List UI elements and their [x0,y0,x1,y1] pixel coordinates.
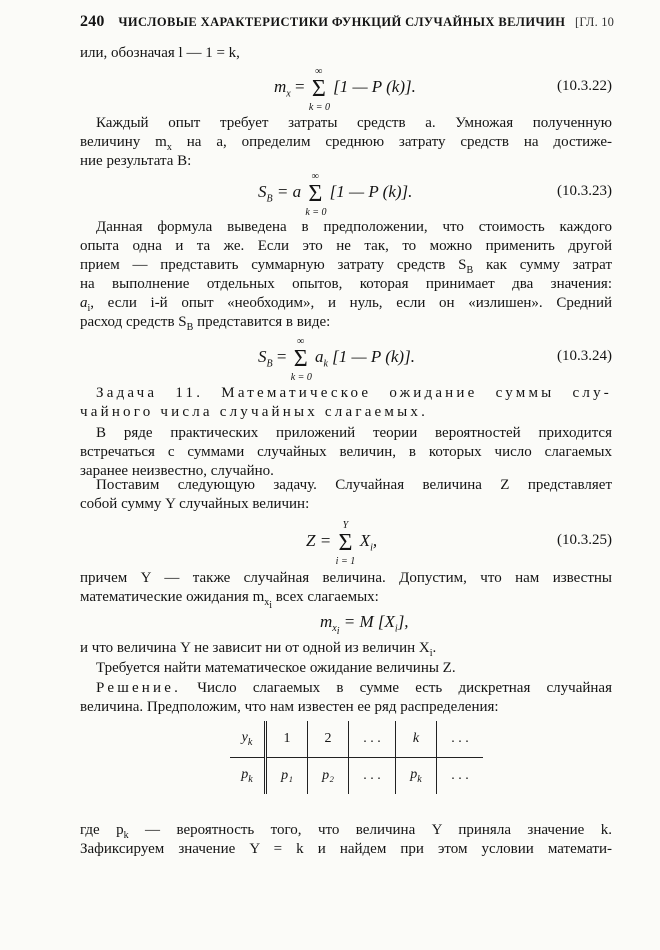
table-cell: $p_k$ [396,758,437,795]
text-line: заранее неизвестно, случайно. [80,463,274,479]
text-line: встречаться с суммами случайных величин, в которых число слагаемых [80,444,612,460]
table-cell: 1 [266,721,308,758]
text-line: В ряде практических приложений теории вероятностей приходится [96,425,612,441]
sum-operator: ∞ Σ k = 0 [290,336,312,383]
text-line: $a_i$, если i-й опыт «необходим», и нуль, если он «излишен». Средний [80,295,612,314]
text-line: на выполнение отдельных опытов, которая принимает два значения: [80,276,612,292]
task-heading: Задача 11. Математическое ожидание суммы слу- [96,385,612,401]
table-cell: 2 [308,721,349,758]
table-cell: p₂ [308,758,349,795]
task-heading: чайного числа случайных слагаемых. [80,404,429,420]
table-cell: . . . [349,721,396,758]
text-line: математические ожидания $m_{x_i}$ всех слагаемых: [80,589,379,611]
text-line: и что величина Y не зависит ни от одной из величин $X_i$. [80,640,437,659]
text-line: Зафиксируем значение Y = k и найдем при этом условии математи- [80,841,612,857]
formula-10-3-25: Z = Y Σ i = 1 $X_i$, (10.3.25) [306,520,612,567]
equation-number: (10.3.25) [557,532,612,548]
text-line: собой сумму Y случайных величин: [80,496,310,512]
formula-mean: $m_{x_i} = M$ $[X_i]$, [320,612,409,638]
text-line: расход средств $S_B$ представится в виде: [80,314,331,333]
text-line: прием — представить суммарную затрату средств $S_B$ как сумму затрат [80,257,612,276]
formula-10-3-22: $m_x$ = ∞ Σ k = 0 [1 — P (k)]. (10.3.22) [274,66,612,113]
table-cell: . . . [437,758,484,795]
text-line: ние результата B: [80,153,192,169]
sum-operator: Y Σ i = 1 [335,520,356,567]
page-number: 240 [80,13,105,30]
text-line: Каждый опыт требует затраты средств a. Умножая полученную [96,115,612,131]
text-line: опыта одна и та же. Если это не так, то можно применить другой [80,238,612,254]
table-cell: . . . [349,758,396,795]
text-line: Данная формула выведена в предположении, что стоимость каждого [96,219,612,235]
running-title: ЧИСЛОВЫЕ ХАРАКТЕРИСТИКИ ФУНКЦИЙ СЛУЧАЙНЫХ ВЕЛИЧИН [118,15,566,29]
table-cell: k [396,721,437,758]
formula-10-3-23: $S_B = a$ ∞ Σ k = 0 [1 — P (k)]. (10.3.23) [258,171,612,218]
sum-operator: ∞ Σ k = 0 [305,171,327,218]
distribution-table [230,721,483,794]
text-line: величина. Предположим, что нам известен ее ряд распределения: [80,699,499,715]
table-cell: p₁ [266,758,308,795]
text-line: где $p_k$ — вероятность того, что величина Y приняла значение k. [80,822,612,841]
table-header-cell: $p_k$ [241,767,253,785]
chapter-ref: [ГЛ. 10 [575,15,615,29]
equation-number: (10.3.22) [557,78,612,94]
text-line: Поставим следующую задачу. Случайная величина Z представляет [96,477,612,493]
table-header-cell: $y_k$ [230,721,266,758]
page-header [80,13,620,31]
equation-number: (10.3.23) [557,183,612,199]
text-line: причем Y — также случайная величина. Допустим, что нам известны [80,570,612,586]
text-line: Решение. Число слагаемых в сумме есть дискретная случайная [96,680,612,696]
text-line: величину $m_x$ на a, определим среднюю затрату средств на достиже- [80,134,612,153]
formula-10-3-24: $S_B$ = ∞ Σ k = 0 $a_k$ [1 — P (k)]. (10.3.24) [258,336,612,383]
text-line: или, обозначая l — 1 = k, [80,45,240,61]
sum-operator: ∞ Σ k = 0 [308,66,331,113]
equation-number: (10.3.24) [557,348,612,364]
table-cell: . . . [437,721,484,758]
text-line: Требуется найти математическое ожидание величины Z. [96,660,456,676]
table-row [230,721,483,758]
table-row [230,758,483,795]
